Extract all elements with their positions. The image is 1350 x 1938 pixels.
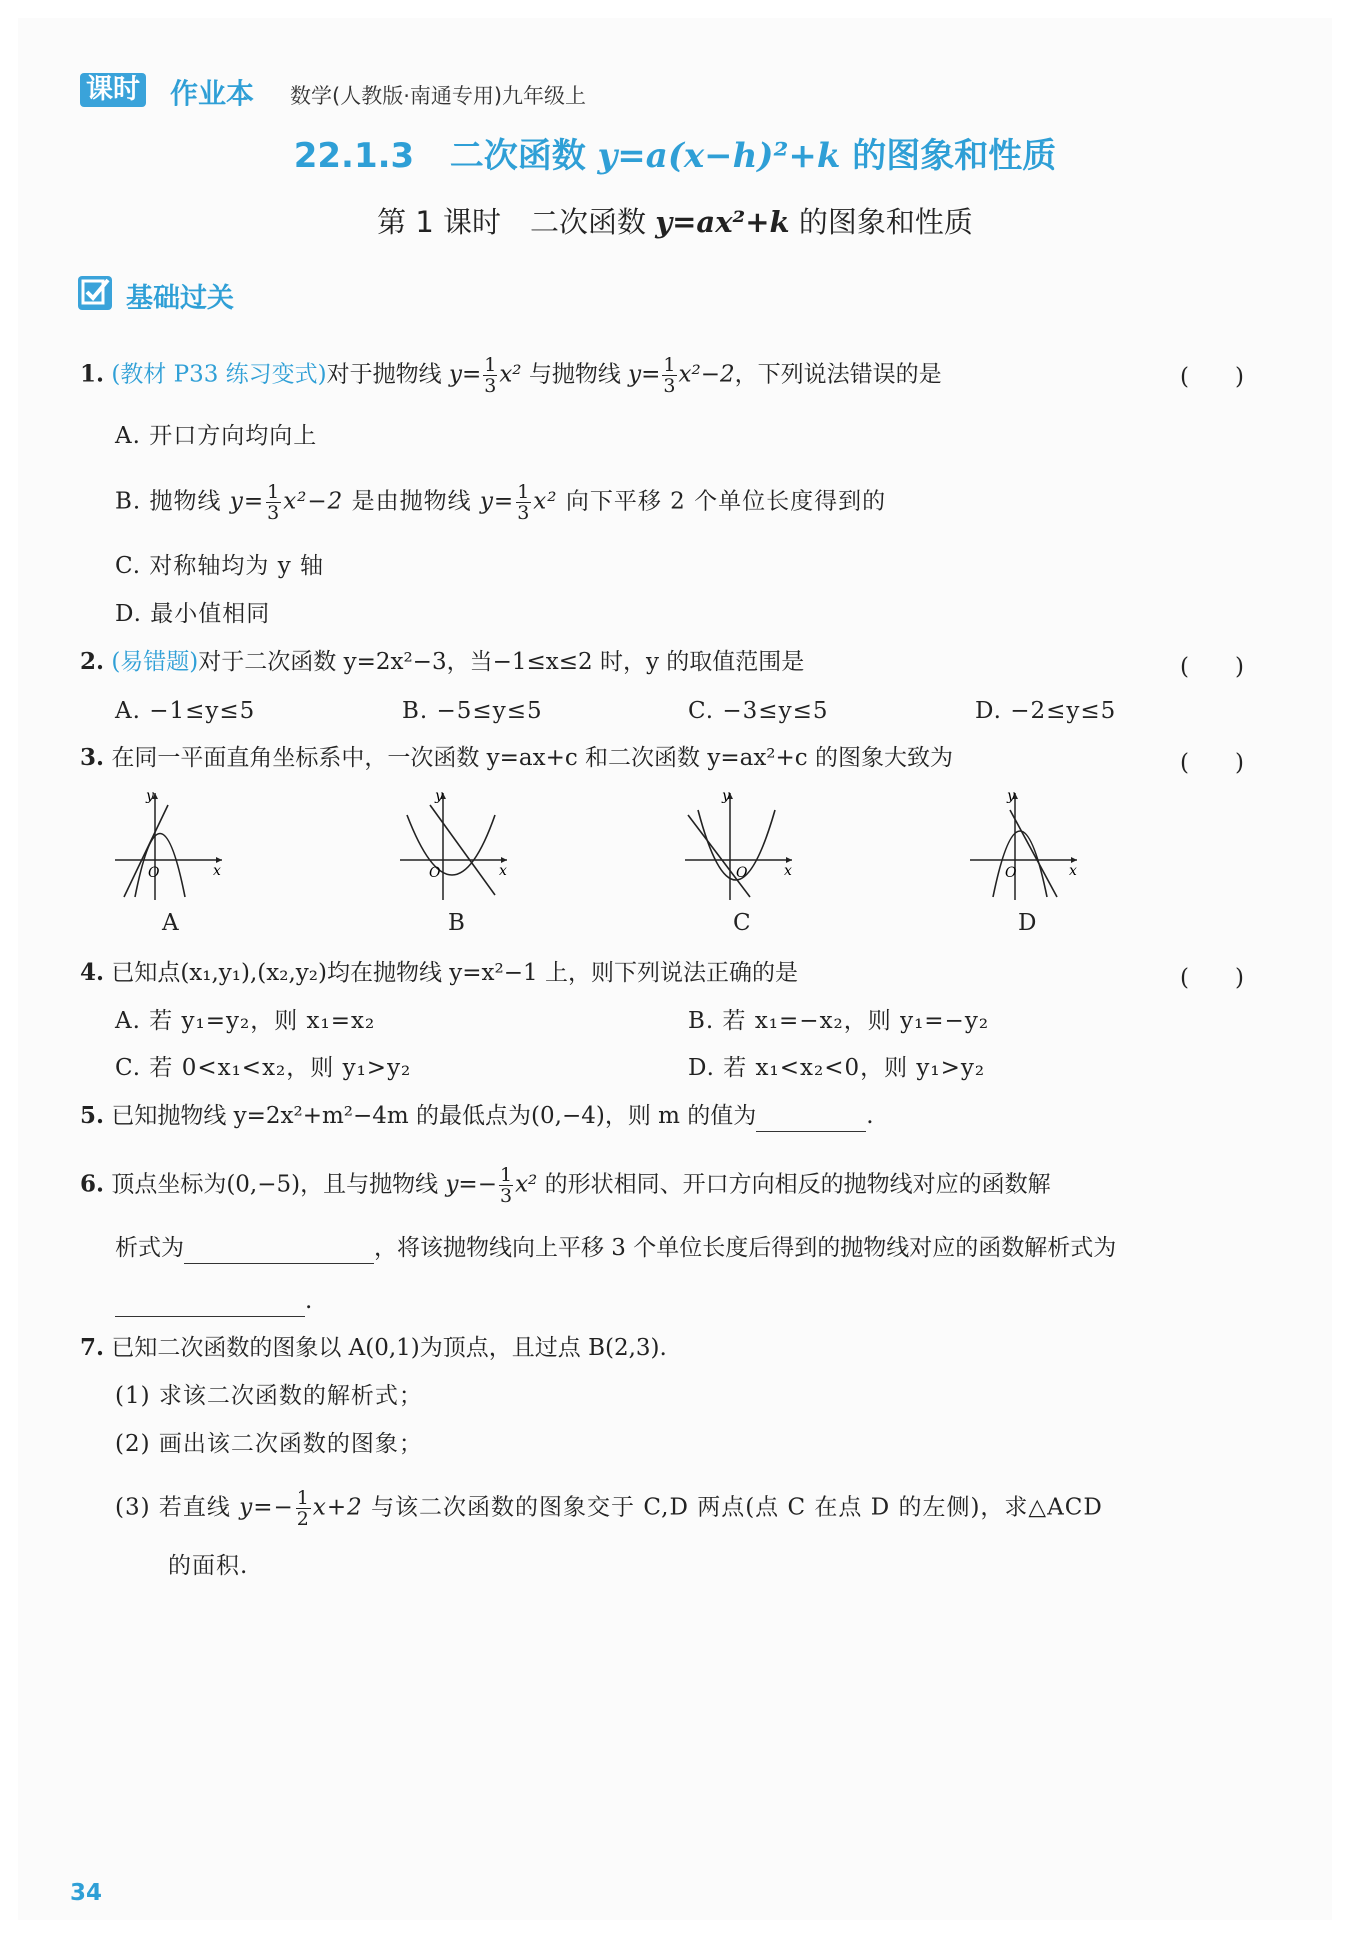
q4-option-d: D. 若 x₁<x₂<0，则 y₁>y₂ xyxy=(688,1055,986,1081)
formula-part: x² xyxy=(515,1171,538,1198)
q6-text-a: 顶点坐标为(0,−5)，且与抛物线 xyxy=(111,1171,439,1198)
denominator: 3 xyxy=(663,375,676,397)
question-tag: (易错题) xyxy=(111,649,199,675)
graph-b-label: B xyxy=(448,910,465,936)
question-6 xyxy=(80,1165,1051,1206)
q2-option-b: B. −5≤y≤5 xyxy=(402,698,543,724)
formula-part: y= xyxy=(479,488,515,515)
section-number: 22.1.3 xyxy=(293,136,415,176)
q1-text-c: ，下列说法错误的是 xyxy=(734,361,942,388)
book-subtitle: 数学(人教版·南通专用)九年级上 xyxy=(290,84,587,108)
question-number: 3. xyxy=(80,744,105,771)
svg-text:O: O xyxy=(148,865,160,881)
q7-part-3 xyxy=(115,1488,1103,1529)
formula-part: y=− xyxy=(239,1494,294,1521)
graph-d xyxy=(965,785,1085,905)
brand-logo-text: 作业本 xyxy=(170,77,255,110)
q1-option-a: A. 开口方向均向上 xyxy=(115,423,318,449)
question-number: 5. xyxy=(80,1102,105,1129)
lesson-text-b: 的图象和性质 xyxy=(798,205,973,239)
q1-option-c: C. 对称轴均为 y 轴 xyxy=(115,553,325,579)
q1-formula-part: x²−2 xyxy=(678,361,735,388)
graph-a-label: A xyxy=(162,910,179,936)
q5-text: 已知抛物线 y=2x²+m²−4m 的最低点为(0,−4)，则 m 的值为 xyxy=(111,1103,757,1129)
checkbox-icon xyxy=(78,276,112,310)
answer-blank[interactable] xyxy=(756,1111,866,1132)
lesson-formula: y=ax²+k xyxy=(655,205,790,239)
question-number: 2. xyxy=(80,648,105,675)
question-number: 7. xyxy=(80,1334,105,1361)
q2-text: 对于二次函数 y=2x²−3，当−1≤x≤2 时，y 的取值范围是 xyxy=(198,649,805,675)
graph-a xyxy=(110,785,230,905)
formula-part: x² xyxy=(533,488,558,515)
fraction-one-third xyxy=(483,355,497,396)
svg-text:y: y xyxy=(722,788,730,804)
answer-blank[interactable] xyxy=(184,1243,374,1264)
svg-text:y: y xyxy=(146,788,154,804)
q5-period: . xyxy=(866,1103,874,1129)
q1-option-b-text: 是由抛物线 xyxy=(351,488,472,515)
lesson-text-a: 第 1 课时 二次函数 xyxy=(377,205,647,239)
fraction-one-third xyxy=(499,1165,513,1206)
graph-c xyxy=(680,785,800,905)
graph-b xyxy=(395,785,515,905)
q1-text-b: 与抛物线 xyxy=(528,361,621,388)
q2-option-a: A. −1≤y≤5 xyxy=(115,698,256,724)
question-tag: (教材 P33 练习变式) xyxy=(111,361,327,388)
fraction-one-third xyxy=(662,355,676,396)
q1-option-b xyxy=(115,482,886,523)
brand-logo-box: 课时 xyxy=(80,73,146,107)
question-1 xyxy=(80,355,942,396)
svg-text:O: O xyxy=(1005,865,1017,881)
q1-option-b-text: 向下平移 2 个单位长度得到的 xyxy=(565,488,887,515)
q6-text-b: 的形状相同、开口方向相反的抛物线对应的函数解 xyxy=(544,1171,1051,1198)
question-3 xyxy=(80,742,953,774)
denominator: 3 xyxy=(484,375,497,397)
numerator: 1 xyxy=(296,1487,310,1509)
svg-text:x: x xyxy=(1069,863,1077,879)
fraction-one-third xyxy=(266,482,281,523)
section-formula: y=a(x−h)²+k xyxy=(597,136,841,176)
question-number: 1. xyxy=(80,360,105,388)
q7-part-3-text: (3) 若直线 xyxy=(115,1494,231,1521)
svg-text:x: x xyxy=(213,863,221,879)
page-number: 34 xyxy=(70,1880,103,1906)
q6-text-d: ，将该抛物线向上平移 3 个单位长度后得到的抛物线对应的函数解析式为 xyxy=(374,1235,1117,1261)
q4-option-b: B. 若 x₁=−x₂，则 y₁=−y₂ xyxy=(688,1008,990,1034)
graph-d-label: D xyxy=(1018,910,1037,936)
section-text-b: 的图象和性质 xyxy=(852,136,1057,176)
denominator: 2 xyxy=(296,1508,310,1530)
numerator: 1 xyxy=(484,354,497,376)
svg-text:y: y xyxy=(435,788,443,804)
q1-formula-part: y= xyxy=(628,361,661,388)
q1-option-b-text: B. 抛物线 xyxy=(115,488,222,515)
question-6-line-2 xyxy=(115,1232,1116,1264)
q6-period: . xyxy=(305,1288,313,1314)
q1-formula-part: y= xyxy=(448,361,482,388)
answer-paren-3[interactable]: ( ) xyxy=(1180,750,1244,776)
formula-part: y=− xyxy=(445,1171,497,1198)
answer-paren-1[interactable]: ( ) xyxy=(1180,364,1244,390)
answer-paren-4[interactable]: ( ) xyxy=(1180,965,1244,991)
q7-part-1: (1) 求该二次函数的解析式； xyxy=(115,1383,423,1409)
q6-text-c: 析式为 xyxy=(115,1235,184,1261)
numerator: 1 xyxy=(267,481,281,503)
q7-part-3-text: 与该二次函数的图象交于 C,D 两点(点 C 在点 D 的左侧)，求△ACD xyxy=(371,1494,1103,1521)
svg-text:x: x xyxy=(784,863,792,879)
question-4 xyxy=(80,957,798,989)
formula-part: x+2 xyxy=(312,1494,363,1521)
formula-part: y= xyxy=(229,488,265,515)
question-number: 4. xyxy=(80,959,105,986)
answer-blank[interactable] xyxy=(115,1296,305,1317)
q7-text: 已知二次函数的图象以 A(0,1)为顶点，且过点 B(2,3). xyxy=(111,1335,667,1361)
numerator: 1 xyxy=(517,481,531,503)
question-7 xyxy=(80,1332,667,1364)
section-title xyxy=(0,128,1350,177)
denominator: 3 xyxy=(517,502,531,524)
graph-c-label: C xyxy=(733,910,751,936)
question-number: 6. xyxy=(80,1170,105,1198)
q1-option-d: D. 最小值相同 xyxy=(115,601,271,627)
svg-text:y: y xyxy=(1007,788,1015,804)
denominator: 3 xyxy=(499,1185,513,1207)
q4-option-c: C. 若 0<x₁<x₂，则 y₁>y₂ xyxy=(115,1055,412,1081)
lesson-title xyxy=(0,200,1350,241)
q7-part-2: (2) 画出该二次函数的图象； xyxy=(115,1431,423,1457)
q7-part-3-cont: 的面积. xyxy=(168,1553,249,1579)
q4-option-a: A. 若 y₁=y₂，则 x₁=x₂ xyxy=(115,1008,376,1034)
svg-text:O: O xyxy=(736,865,748,881)
answer-paren-2[interactable]: ( ) xyxy=(1180,654,1244,680)
denominator: 3 xyxy=(267,502,281,524)
numerator: 1 xyxy=(663,354,676,376)
q3-text: 在同一平面直角坐标系中，一次函数 y=ax+c 和二次函数 y=ax²+c 的图象大致为 xyxy=(111,745,953,771)
q2-option-d: D. −2≤y≤5 xyxy=(975,698,1117,724)
svg-text:O: O xyxy=(429,865,441,881)
fraction-one-half xyxy=(296,1488,311,1529)
q1-formula-part: x² xyxy=(499,361,522,388)
formula-part: x²−2 xyxy=(283,488,344,515)
badge-label: 基础过关 xyxy=(126,283,234,314)
q2-option-c: C. −3≤y≤5 xyxy=(688,698,829,724)
svg-text:x: x xyxy=(499,863,507,879)
q4-text: 已知点(x₁,y₁),(x₂,y₂)均在抛物线 y=x²−1 上，则下列说法正确的是 xyxy=(111,960,798,986)
q1-text-a: 对于抛物线 xyxy=(326,361,442,388)
section-text-a: 二次函数 xyxy=(449,136,586,176)
question-2 xyxy=(80,646,804,678)
numerator: 1 xyxy=(499,1164,513,1186)
question-5 xyxy=(80,1100,874,1132)
question-6-line-3 xyxy=(115,1285,312,1317)
fraction-one-third xyxy=(516,482,531,523)
